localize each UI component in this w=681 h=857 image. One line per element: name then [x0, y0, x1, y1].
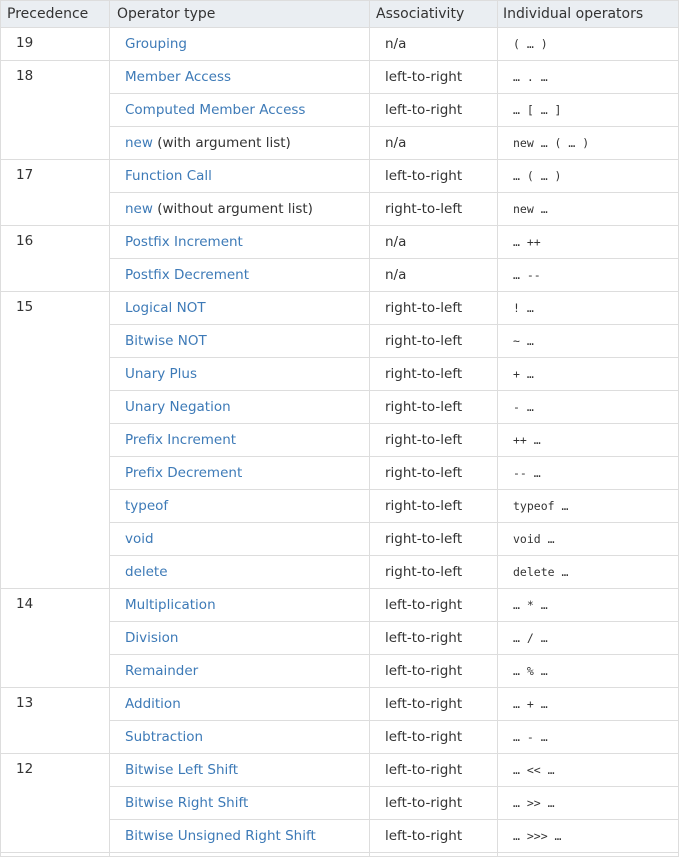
- individual-operator-cell: … --: [498, 259, 679, 292]
- precedence-cell: 18: [1, 61, 110, 160]
- header-individual-operators: Individual operators: [498, 1, 679, 28]
- table-row: [1, 292, 679, 325]
- associativity-cell: right-to-left: [370, 391, 498, 424]
- precedence-cell: 13: [1, 688, 110, 754]
- individual-operator-cell: ~ …: [498, 325, 679, 358]
- partial-cell: [110, 853, 370, 857]
- associativity-cell: right-to-left: [370, 193, 498, 226]
- individual-operator-cell: … / …: [498, 622, 679, 655]
- associativity-cell: left-to-right: [370, 61, 498, 94]
- operator-type-cell: [110, 556, 370, 589]
- partial-cell: [1, 853, 110, 857]
- operator-type-link[interactable]: Grouping: [125, 36, 187, 52]
- associativity-cell: left-to-right: [370, 787, 498, 820]
- operator-type-link[interactable]: void: [125, 531, 154, 547]
- individual-operator-cell: ++ …: [498, 424, 679, 457]
- operator-type-cell: [110, 391, 370, 424]
- associativity-cell: n/a: [370, 28, 498, 61]
- operator-type-cell: [110, 424, 370, 457]
- associativity-cell: n/a: [370, 226, 498, 259]
- operator-type-link[interactable]: Bitwise NOT: [125, 333, 207, 349]
- operator-type-cell: [110, 622, 370, 655]
- individual-operator-cell: ( … ): [498, 28, 679, 61]
- operator-type-cell: [110, 589, 370, 622]
- operator-type-link[interactable]: Unary Negation: [125, 399, 231, 415]
- individual-operator-cell: new … ( … ): [498, 127, 679, 160]
- operator-type-cell: [110, 523, 370, 556]
- operator-type-link[interactable]: Bitwise Right Shift: [125, 795, 249, 811]
- operator-type-note: (with argument list): [152, 135, 291, 151]
- operator-type-link[interactable]: Member Access: [125, 69, 232, 85]
- individual-operator-cell: new …: [498, 193, 679, 226]
- individual-operator-cell: … ++: [498, 226, 679, 259]
- operator-type-cell: [110, 61, 370, 94]
- associativity-cell: right-to-left: [370, 490, 498, 523]
- individual-operator-cell: … >>> …: [498, 820, 679, 853]
- associativity-cell: left-to-right: [370, 754, 498, 787]
- operator-type-link[interactable]: delete: [125, 564, 168, 580]
- table-row: [1, 688, 679, 721]
- operator-type-link[interactable]: typeof: [125, 498, 169, 514]
- operator-type-note: (without argument list): [152, 201, 313, 217]
- operator-type-link[interactable]: Function Call: [125, 168, 212, 184]
- associativity-cell: left-to-right: [370, 94, 498, 127]
- individual-operator-cell: typeof …: [498, 490, 679, 523]
- table-row: [1, 61, 679, 94]
- associativity-cell: right-to-left: [370, 424, 498, 457]
- operator-type-link[interactable]: Addition: [125, 696, 181, 712]
- operator-type-link[interactable]: Logical NOT: [125, 300, 206, 316]
- individual-operator-cell: -- …: [498, 457, 679, 490]
- operator-type-cell: [110, 259, 370, 292]
- table-header-row: [1, 1, 679, 28]
- operator-type-cell: [110, 28, 370, 61]
- operator-type-link[interactable]: Postfix Decrement: [125, 267, 250, 283]
- associativity-cell: right-to-left: [370, 523, 498, 556]
- operator-type-cell: [110, 457, 370, 490]
- table-row: [1, 226, 679, 259]
- operator-type-link[interactable]: Unary Plus: [125, 366, 198, 382]
- operator-type-cell: [110, 127, 370, 160]
- individual-operator-cell: … << …: [498, 754, 679, 787]
- operator-type-link[interactable]: Subtraction: [125, 729, 204, 745]
- header-associativity: Associativity: [370, 1, 498, 28]
- operator-type-cell: [110, 160, 370, 193]
- associativity-cell: left-to-right: [370, 160, 498, 193]
- individual-operator-cell: void …: [498, 523, 679, 556]
- operator-type-link[interactable]: Prefix Increment: [125, 432, 237, 448]
- operator-type-cell: [110, 787, 370, 820]
- table-row: [1, 28, 679, 61]
- table-row: [1, 589, 679, 622]
- associativity-cell: right-to-left: [370, 457, 498, 490]
- associativity-cell: left-to-right: [370, 589, 498, 622]
- operator-type-cell: [110, 688, 370, 721]
- precedence-cell: 19: [1, 28, 110, 61]
- operator-type-cell: [110, 754, 370, 787]
- operator-type-cell: [110, 820, 370, 853]
- associativity-cell: left-to-right: [370, 721, 498, 754]
- individual-operator-cell: … + …: [498, 688, 679, 721]
- individual-operator-cell: + …: [498, 358, 679, 391]
- associativity-cell: n/a: [370, 127, 498, 160]
- individual-operator-cell: - …: [498, 391, 679, 424]
- associativity-cell: right-to-left: [370, 325, 498, 358]
- associativity-cell: left-to-right: [370, 688, 498, 721]
- operator-type-cell: [110, 292, 370, 325]
- operator-type-cell: [110, 490, 370, 523]
- individual-operator-cell: … >> …: [498, 787, 679, 820]
- associativity-cell: right-to-left: [370, 556, 498, 589]
- operator-type-link[interactable]: Postfix Increment: [125, 234, 243, 250]
- operator-type-link[interactable]: Multiplication: [125, 597, 216, 613]
- table-row: [1, 754, 679, 787]
- operator-type-link[interactable]: new: [125, 201, 153, 217]
- operator-type-link[interactable]: Prefix Decrement: [125, 465, 243, 481]
- operator-type-link[interactable]: Computed Member Access: [125, 102, 306, 118]
- individual-operator-cell: … - …: [498, 721, 679, 754]
- precedence-cell: 16: [1, 226, 110, 292]
- associativity-cell: left-to-right: [370, 622, 498, 655]
- header-operator-type: Operator type: [110, 1, 370, 28]
- associativity-cell: right-to-left: [370, 358, 498, 391]
- table-row: [1, 160, 679, 193]
- associativity-cell: left-to-right: [370, 820, 498, 853]
- precedence-cell: 15: [1, 292, 110, 589]
- operator-type-link[interactable]: new: [125, 135, 153, 151]
- operator-type-link[interactable]: Bitwise Unsigned Right Shift: [125, 828, 316, 844]
- partial-cell: [498, 853, 679, 857]
- individual-operator-cell: … ( … ): [498, 160, 679, 193]
- individual-operator-cell: delete …: [498, 556, 679, 589]
- operator-type-cell: [110, 358, 370, 391]
- associativity-cell: right-to-left: [370, 292, 498, 325]
- precedence-cell: 14: [1, 589, 110, 688]
- individual-operator-cell: … . …: [498, 61, 679, 94]
- operator-type-cell: [110, 655, 370, 688]
- operator-type-link[interactable]: Division: [125, 630, 179, 646]
- operator-type-cell: [110, 325, 370, 358]
- table-body: [1, 28, 679, 857]
- individual-operator-cell: … * …: [498, 589, 679, 622]
- precedence-cell: 17: [1, 160, 110, 226]
- individual-operator-cell: ! …: [498, 292, 679, 325]
- operator-type-cell: [110, 226, 370, 259]
- partial-cell: [370, 853, 498, 857]
- operator-type-link[interactable]: Remainder: [125, 663, 199, 679]
- precedence-cell: 12: [1, 754, 110, 853]
- header-precedence: Precedence: [1, 1, 110, 28]
- individual-operator-cell: … % …: [498, 655, 679, 688]
- operator-type-cell: [110, 193, 370, 226]
- operator-type-cell: [110, 721, 370, 754]
- individual-operator-cell: … [ … ]: [498, 94, 679, 127]
- operator-type-cell: [110, 94, 370, 127]
- associativity-cell: left-to-right: [370, 655, 498, 688]
- table-row-partial: [1, 853, 679, 857]
- operator-type-link[interactable]: Bitwise Left Shift: [125, 762, 239, 778]
- associativity-cell: n/a: [370, 259, 498, 292]
